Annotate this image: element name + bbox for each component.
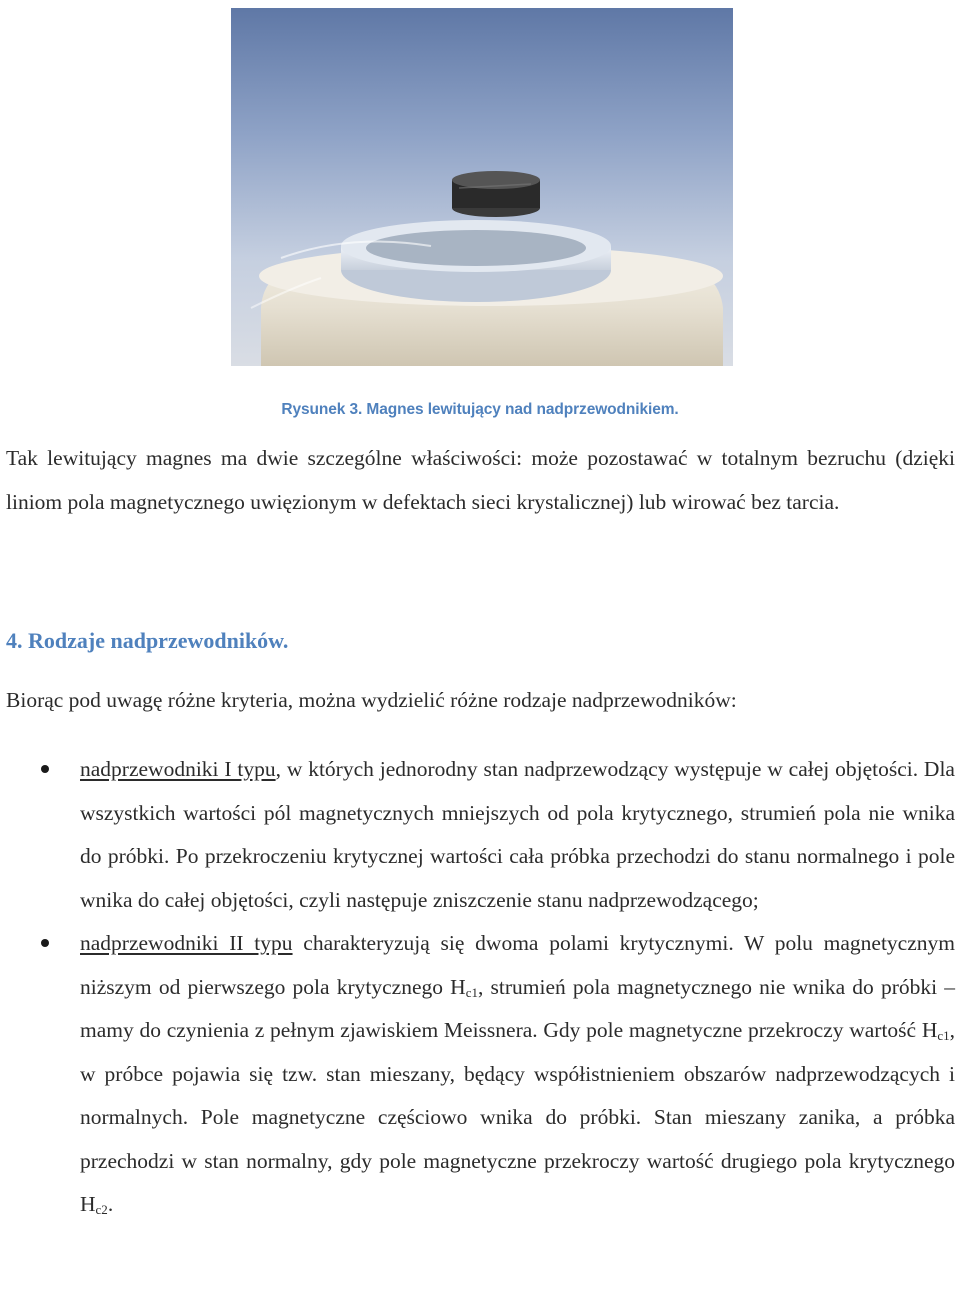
bullet-icon [41,765,49,773]
description-type-2-b: , strumień pola magnetycznego nie wnika do próbki – mamy do czynienia z pełnym zjawiskiem Meissnera. Gdy pole magnetyczne przekroczy wartość H [80,974,956,1042]
description-type-2-c: , w próbce pojawia się tzw. stan mieszany, będący współistnieniem obszarów nadprzewodzących i normalnych. Pole magnetyczne częściowo wnika do próbki. Stan mieszany zanika, a próbka przechodzi w stan normalny, gdy pole magnetyczne przekroczy wartość drugiego pola krytycznego H [80,1018,955,1216]
figure-caption: Rysunek 3. Magnes lewitujący nad nadprzewodnikiem. [281,401,679,418]
subscript-hc1-a: c1 [465,984,478,1000]
bullet-icon [41,939,49,947]
levitating-magnet-photo [231,8,733,366]
superconductor-types-list [0,748,960,1227]
term-type-2: nadprzewodniki II typu [80,931,293,955]
description-type-2-a: charakteryzują się dwoma polami krytycznymi. W polu magnetycznym niższym od pierwszego pola krytycznego H [80,931,955,999]
section-intro: Biorąc pod uwagę różne kryteria, można wydzielić różne rodzaje nadprzewodników: [6,688,737,712]
paragraph-levitation: Tak lewitujący magnes ma dwie szczególne właściwości: może pozostawać w totalnym bezruchu (dzięki liniom pola magnetycznego uwięzionym w defektach sieci krystalicznej) lub wirować bez tarcia. [6,446,955,514]
subscript-hc2: c2 [95,1202,108,1217]
subscript-hc1-b: c1 [937,1028,950,1043]
section-heading: 4. Rodzaje nadprzewodników. [6,628,289,653]
list-item-type-1 [0,748,955,922]
list-item-type-2 [0,922,955,1227]
description-type-1: , w których jednorodny stan nadprzewodzący występuje w całej objętości. Dla wszystkich wartości pól magnetycznych mniejszych od pola krytycznego, strumień pola nie wnika do próbki. Po przekroczeniu krytycznej wartości cała próbka przechodzi do stanu normalnego i pole wnika do całej objętości, czyli następuje zniszczenie stanu nadprzewodzącego; [80,757,955,912]
description-type-2-d: . [107,1192,114,1216]
term-type-1: nadprzewodniki I typu [80,757,276,781]
